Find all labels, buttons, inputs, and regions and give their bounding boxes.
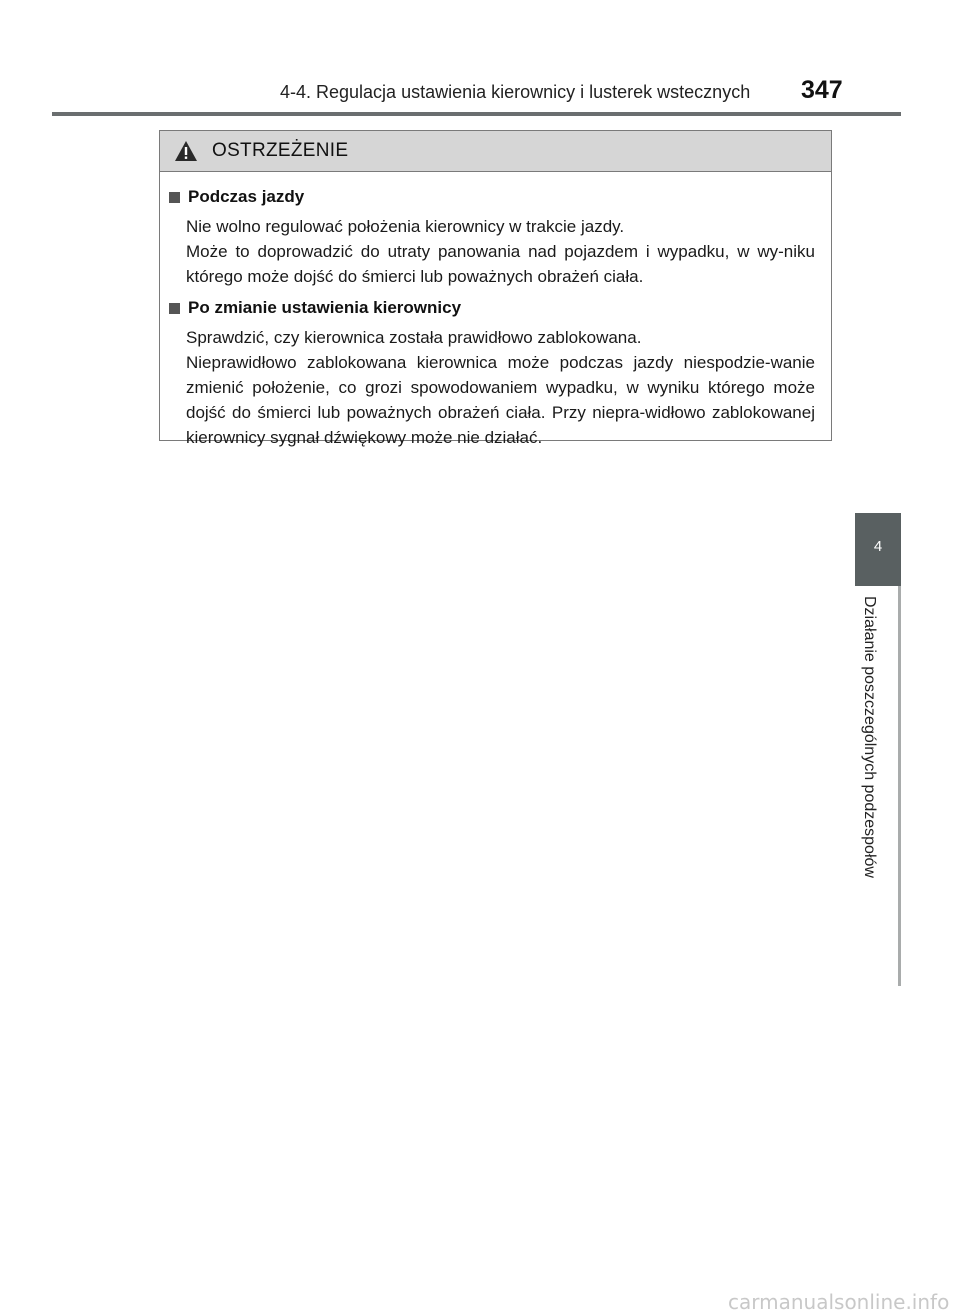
side-strip — [898, 586, 901, 986]
square-bullet-icon — [169, 303, 180, 314]
section-heading-text: Po zmianie ustawienia kierownicy — [188, 298, 462, 317]
header-title: 4-4. Regulacja ustawienia kierownicy i lusterek wstecznych — [280, 82, 751, 102]
header-divider — [52, 112, 901, 116]
section-heading — [168, 295, 815, 321]
section-heading-text: Podczas jazdy — [188, 187, 305, 206]
paragraph: Sprawdzić, czy kierownica została prawidłowo zablokowana. — [186, 328, 642, 347]
warning-header — [160, 131, 831, 172]
chapter-number: 4 — [873, 538, 883, 555]
warning-box — [159, 130, 832, 447]
chapter-label: Działanie poszczególnych podzespołów — [861, 596, 878, 878]
paragraph: Nie wolno regulować położenia kierownicy w trakcie jazdy. — [186, 217, 625, 236]
warning-title: OSTRZEŻENIE — [212, 140, 349, 161]
section-text — [168, 325, 815, 450]
warning-body — [160, 172, 831, 450]
paragraph: Może to doprowadzić do utraty panowania nad pojazdem i wypadku, w wy-niku którego może dojść do śmierci lub poważnych obrażeń ciała. — [186, 242, 815, 286]
warning-section — [168, 184, 815, 289]
watermark: carmanualsonline.info — [728, 1290, 950, 1314]
page-number: 347 — [801, 76, 843, 104]
chapter-tab — [855, 513, 901, 586]
section-heading — [168, 184, 815, 210]
square-bullet-icon — [169, 192, 180, 203]
section-text — [168, 214, 815, 289]
warning-section — [168, 295, 815, 450]
paragraph: Nieprawidłowo zablokowana kierownica może podczas jazdy niespodzie-wanie zmienić położenie, co grozi spowodowaniem wypadku, w wyniku którego może dojść do śmierci lub poważnych obrażeń ciała. Przy niepra-widłowo zablokowanej kierownicy sygnał dźwiękowy może nie działać. — [186, 353, 815, 447]
warning-triangle-icon — [174, 140, 198, 162]
